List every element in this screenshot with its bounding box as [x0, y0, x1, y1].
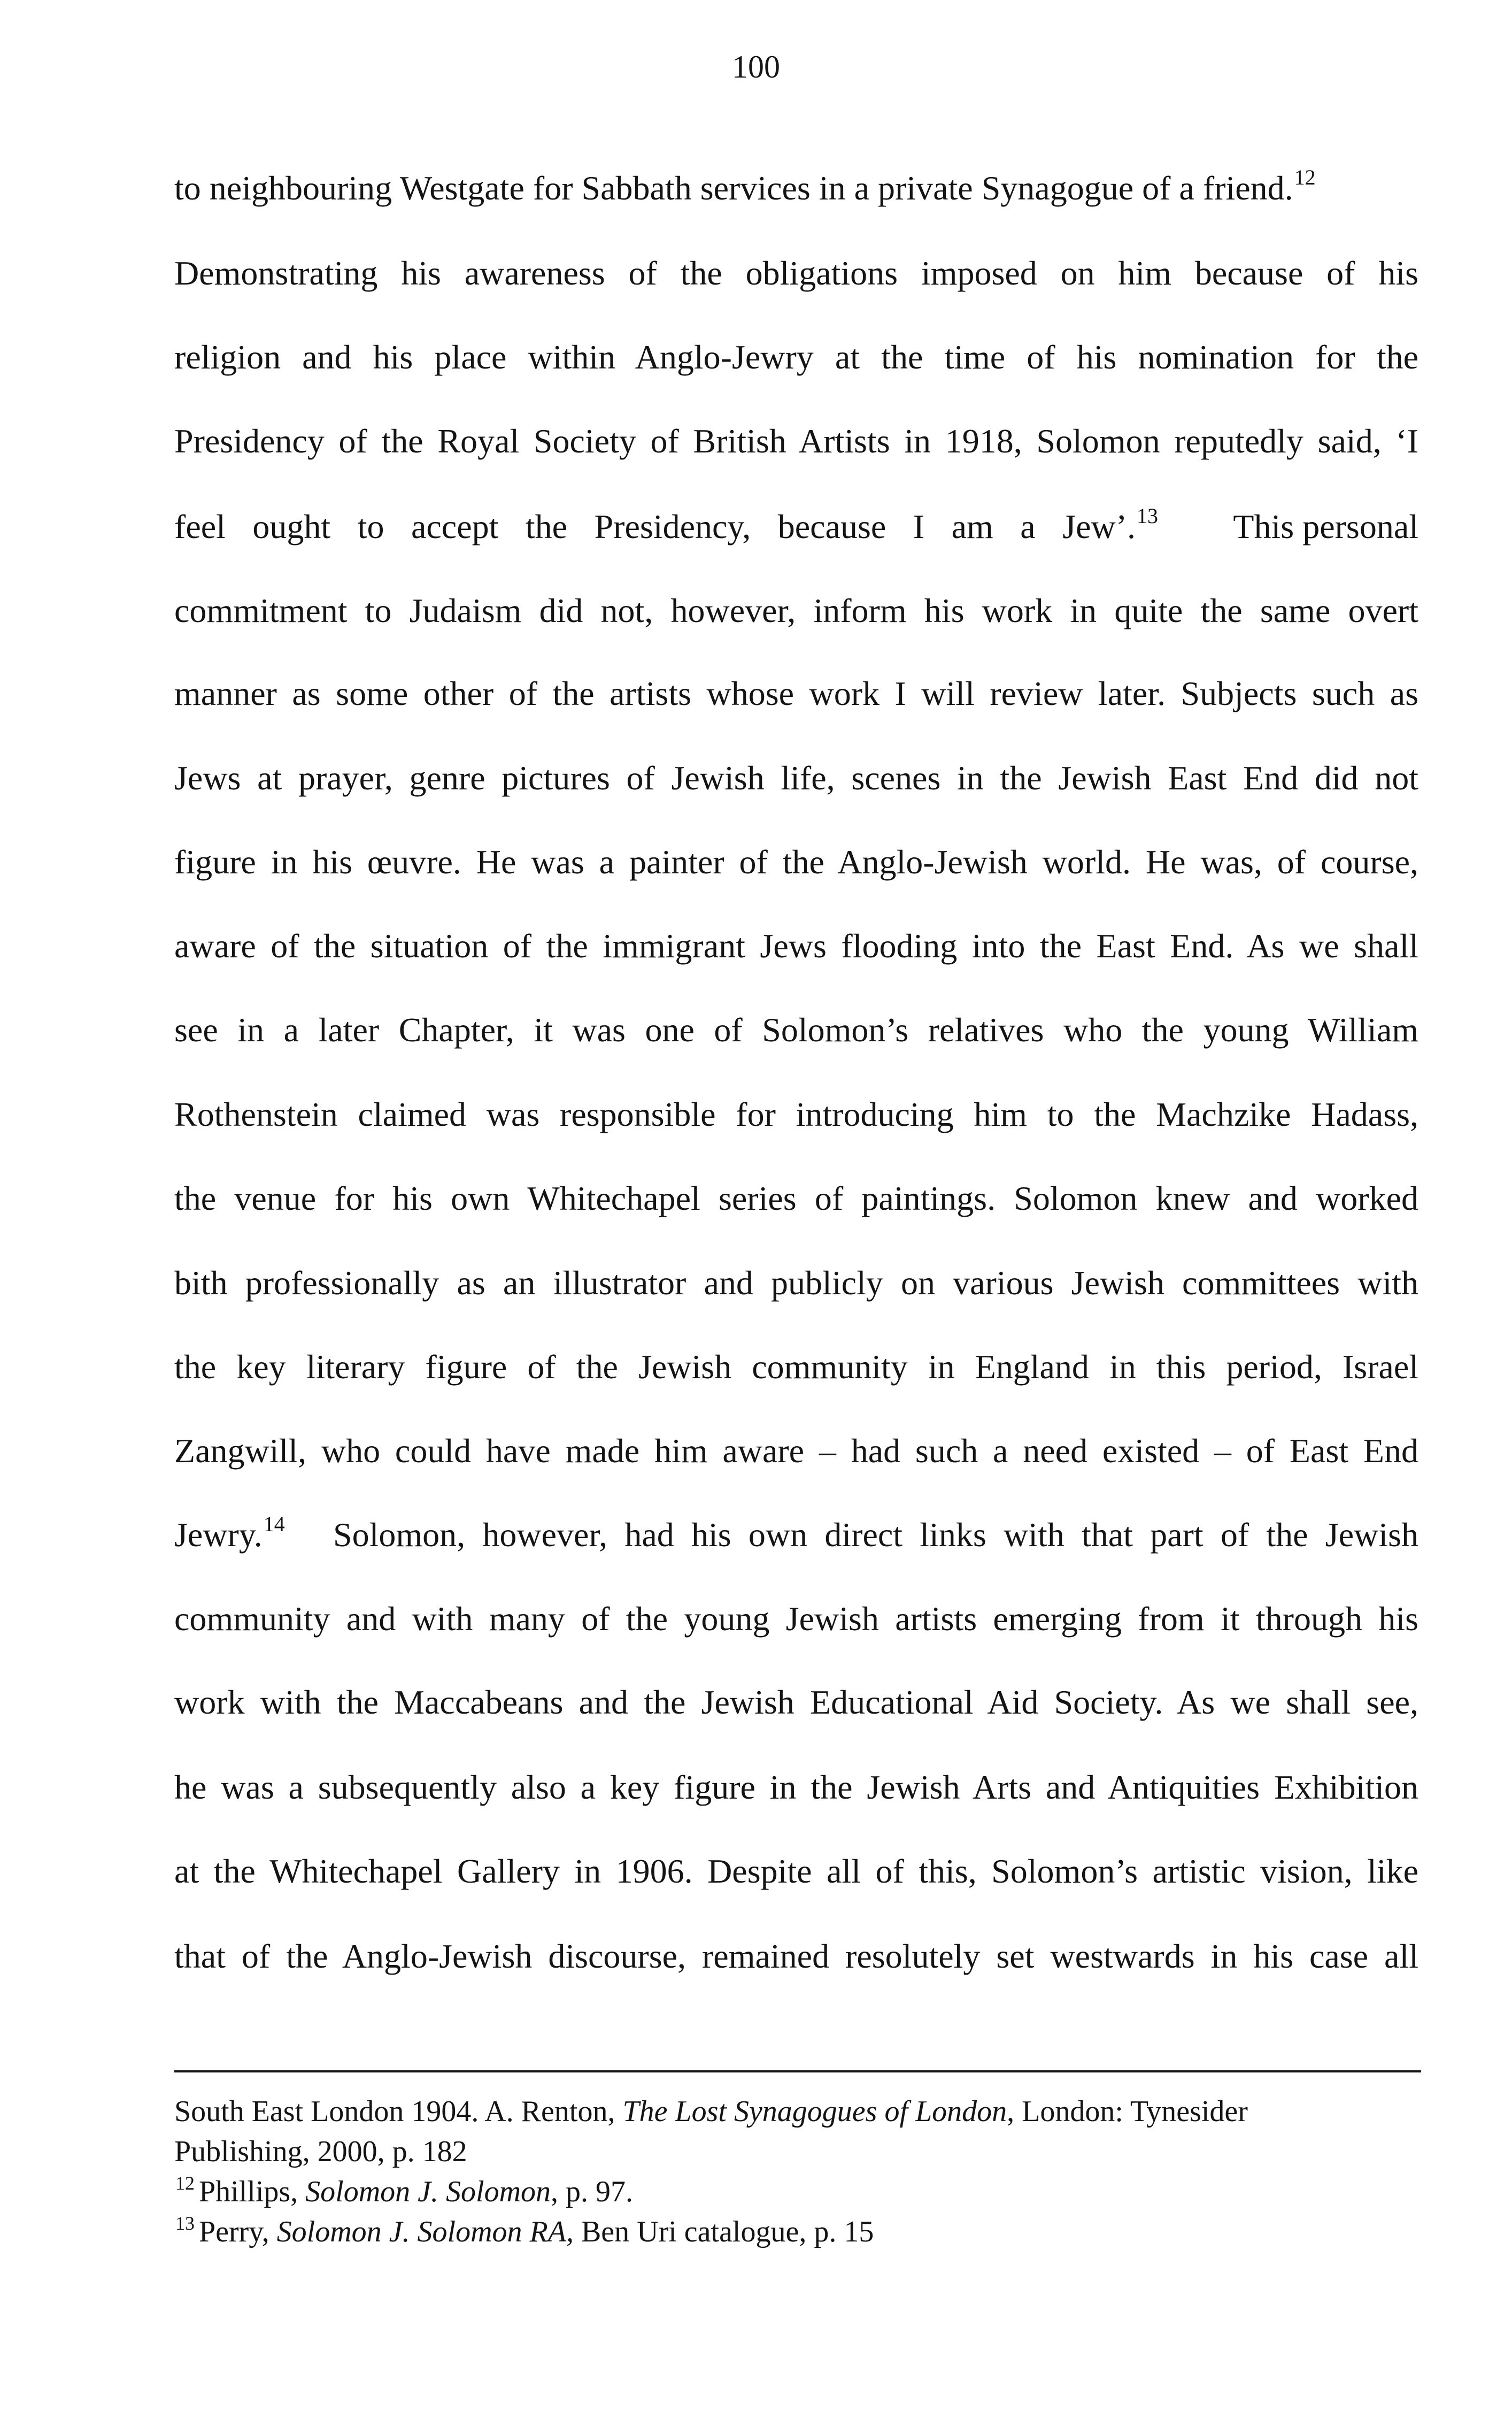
body-line-21: at the Whitechapel Gallery in 1906. Despite all of this, Solomon’s artistic vision, like: [174, 1852, 1418, 1890]
body-line-5-main: [174, 504, 1158, 546]
footnote-number: 12: [175, 2172, 195, 2194]
body-line-8: Jews at prayer, genre pictures of Jewish life, scenes in the Jewish East End did not: [174, 759, 1418, 797]
footnote-title: Solomon J. Solomon RA,: [276, 2215, 574, 2248]
body-line-5-tail: This personal: [1233, 508, 1418, 546]
body-line-10: aware of the situation of the immigrant Jews flooding into the East End. As we shall: [174, 927, 1418, 965]
body-line-6: commitment to Judaism did not, however, inform his work in quite the same overt: [174, 592, 1418, 629]
footnote-text: South East London 1904. A. Renton,: [174, 2095, 623, 2128]
footnote-text: , London: Tynesider: [1007, 2095, 1248, 2128]
body-line-18: community and with many of the young Jewish artists emerging from it through his: [174, 1600, 1418, 1638]
body-line-12: Rothenstein claimed was responsible for introducing him to the Machzike Hadass,: [174, 1095, 1418, 1133]
footnote-title: Solomon J. Solomon: [305, 2175, 551, 2208]
footnote-ref-13[interactable]: 13: [1137, 504, 1158, 528]
body-line-16: Zangwill, who could have made him aware – had such a need existed – of East End: [174, 1432, 1418, 1470]
body-line-5: [174, 504, 1418, 546]
body-line-text: Jewry.: [174, 1516, 263, 1554]
body-line-3: religion and his place within Anglo-Jewry at the time of his nomination for the: [174, 338, 1418, 376]
footnote-continued-line-1: [174, 2097, 1418, 2126]
body-line-17-head: [174, 1512, 285, 1554]
footnote-text: Perry,: [199, 2215, 277, 2248]
footnote-continued-line-2: Publishing, 2000, p. 182: [174, 2135, 467, 2168]
body-line-17: [174, 1512, 1418, 1554]
footnote-ref-14[interactable]: 14: [263, 1512, 285, 1536]
footnote-title: The Lost Synagogues of London: [622, 2095, 1007, 2128]
body-line-4: Presidency of the Royal Society of British Artists in 1918, Solomon reputedly said, ‘I: [174, 422, 1418, 460]
body-line-22: that of the Anglo-Jewish discourse, remained resolutely set westwards in his case all: [174, 1937, 1418, 1975]
body-line-text: feel ought to accept the Presidency, because I am a Jew’.: [174, 508, 1136, 546]
footnote-text: , p. 97.: [551, 2175, 634, 2208]
body-line-17-tail: Solomon, however, had his own direct links with that part of the Jewish: [333, 1516, 1418, 1554]
body-line-7: manner as some other of the artists whose work I will review later. Subjects such as: [174, 674, 1418, 712]
footnote-ref-12[interactable]: 12: [1294, 165, 1316, 189]
body-line-13: the venue for his own Whitechapel series of paintings. Solomon knew and worked: [174, 1179, 1418, 1217]
body-line-20: he was a subsequently also a key figure in the Jewish Arts and Antiquities Exhibition: [174, 1768, 1418, 1806]
body-line-19: work with the Maccabeans and the Jewish Educational Aid Society. As we shall see,: [174, 1683, 1418, 1721]
footnote-text: Ben Uri catalogue, p. 15: [573, 2215, 874, 2248]
body-line-9: figure in his œuvre. He was a painter of the Anglo-Jewish world. He was, of course,: [174, 843, 1418, 881]
footnote-number: 13: [175, 2213, 195, 2234]
body-line-14: bith professionally as an illustrator and publicly on various Jewish committees with: [174, 1264, 1418, 1302]
footnote-separator: [174, 2070, 1421, 2072]
footnote-text: Phillips,: [199, 2175, 306, 2208]
body-line-text: to neighbouring Westgate for Sabbath services in a private Synagogue of a friend.: [174, 169, 1293, 207]
footnote-12: [174, 2172, 1418, 2208]
body-line-15: the key literary figure of the Jewish community in England in this period, Israel: [174, 1348, 1418, 1386]
body-line-1: [174, 165, 1418, 207]
footnote-13: [174, 2213, 1418, 2248]
body-line-11: see in a later Chapter, it was one of Solomon’s relatives who the young William: [174, 1011, 1418, 1049]
body-line-2: Demonstrating his awareness of the obligations imposed on him because of his: [174, 254, 1418, 292]
page-number: 100: [732, 49, 780, 85]
